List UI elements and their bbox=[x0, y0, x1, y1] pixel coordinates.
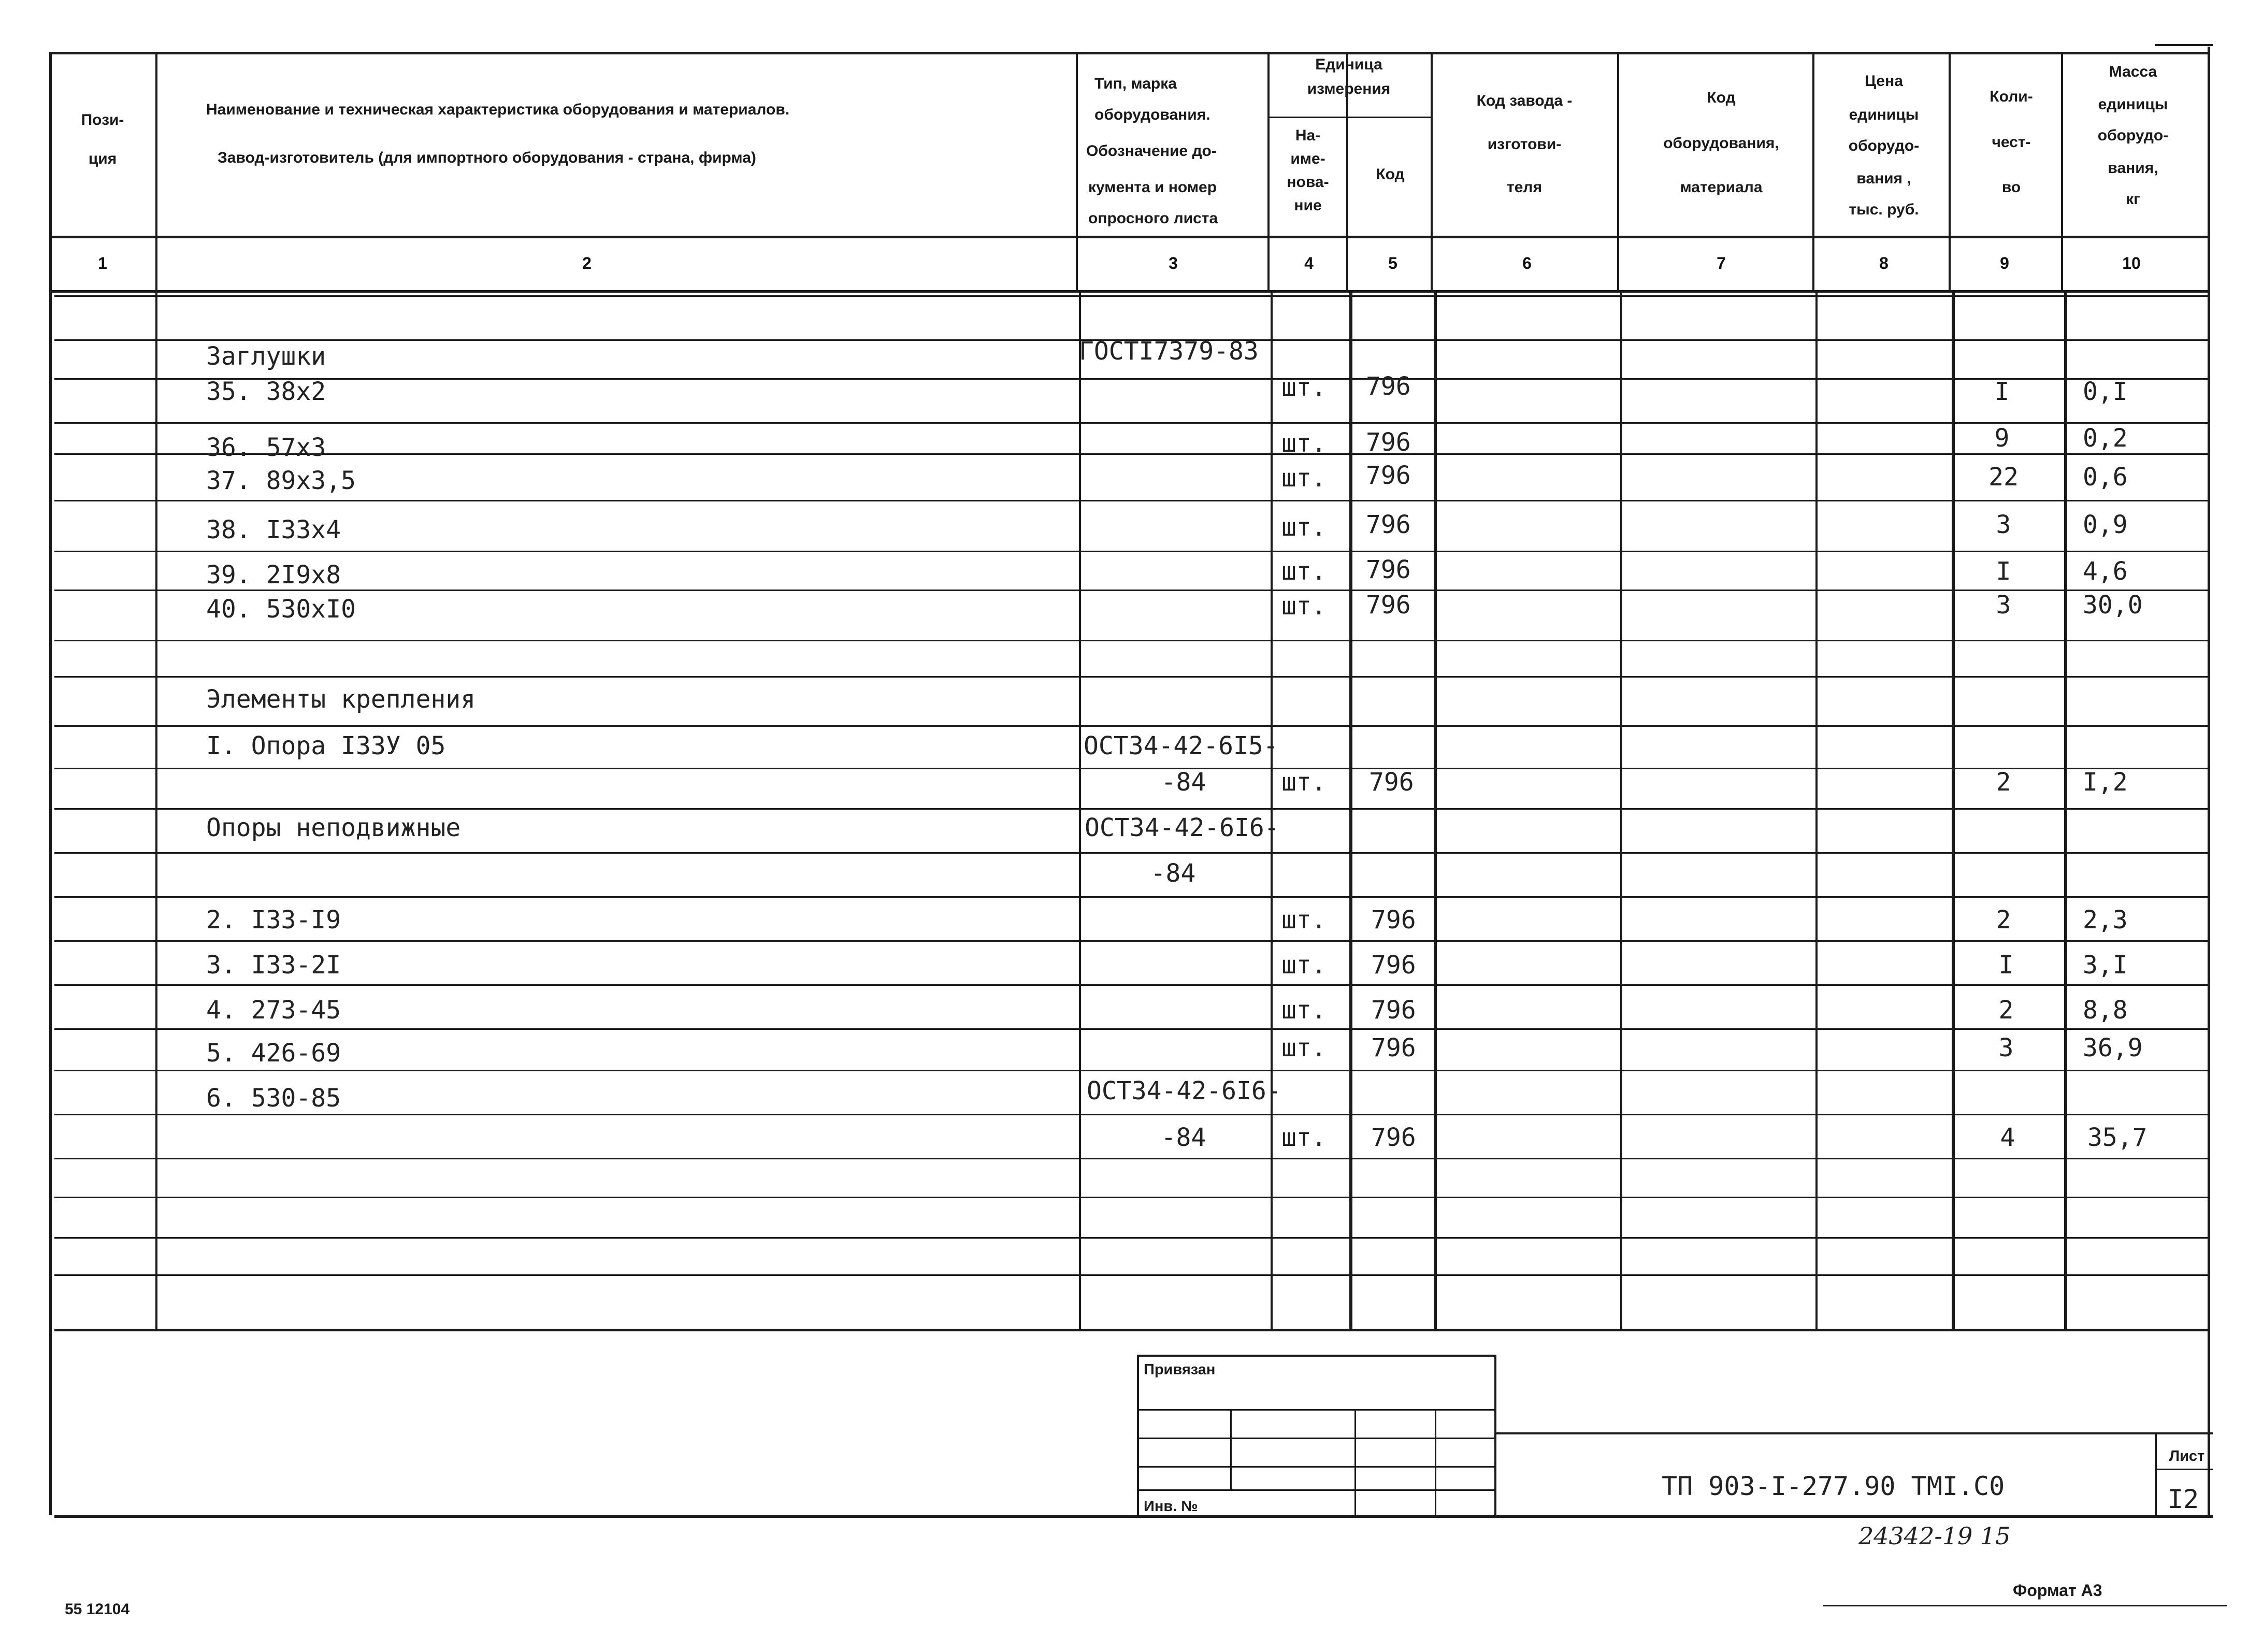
row-document: -84 bbox=[1161, 768, 1206, 797]
grid-line bbox=[1431, 52, 1433, 290]
grid-line bbox=[1137, 1409, 1494, 1411]
grid-line bbox=[54, 1114, 2208, 1115]
header-mass-line2: единицы bbox=[2098, 96, 2168, 113]
row-unit-code: 796 bbox=[1366, 591, 1411, 620]
grid-line bbox=[1137, 1466, 1494, 1468]
header-unit-name-line2: име- bbox=[1290, 150, 1325, 167]
grid-line bbox=[2061, 52, 2063, 290]
row-mass: 0,I bbox=[2083, 377, 2128, 406]
grid-line bbox=[1137, 1355, 1139, 1515]
grid-line bbox=[54, 453, 2208, 455]
row-mass: 35,7 bbox=[2087, 1123, 2147, 1152]
row-unit: шт. bbox=[1281, 1033, 1327, 1062]
row-name: 5. 426-69 bbox=[206, 1039, 341, 1068]
row-name: 37. 89x3,5 bbox=[206, 466, 356, 495]
header-factory-code-line2: изготови- bbox=[1487, 136, 1562, 153]
row-mass: 0,6 bbox=[2083, 463, 2128, 492]
grid-line bbox=[54, 1329, 2208, 1331]
grid-line bbox=[49, 236, 2208, 238]
header-price-line3: оборудо- bbox=[1848, 137, 1920, 154]
row-unit-code: 796 bbox=[1366, 372, 1411, 401]
row-name: 36. 57x3 bbox=[206, 433, 326, 462]
corner-code: 55 12104 bbox=[65, 1601, 130, 1618]
row-unit: шт. bbox=[1281, 996, 1327, 1025]
row-unit: шт. bbox=[1281, 557, 1327, 586]
row-unit-code: 796 bbox=[1371, 1123, 1416, 1152]
header-price-line5: тыс. руб. bbox=[1849, 201, 1919, 218]
header-type-line3: Обозначение до- bbox=[1086, 142, 1217, 160]
header-unit-line2: измерения bbox=[1307, 80, 1391, 97]
grid-line bbox=[54, 1197, 2208, 1198]
grid-line bbox=[1823, 1605, 2227, 1606]
row-name: 4. 273-45 bbox=[206, 996, 341, 1025]
grid-line bbox=[54, 1070, 2208, 1071]
header-quantity-line2: чест- bbox=[1992, 134, 2031, 151]
row-unit-code: 796 bbox=[1371, 906, 1416, 935]
row-quantity: 2 bbox=[1998, 996, 2014, 1025]
header-factory-code-line1: Код завода - bbox=[1476, 92, 1573, 109]
grid-line bbox=[2208, 47, 2210, 1515]
row-name: I. Опора I33У 05 bbox=[206, 731, 446, 760]
row-name: 3. I33-2I bbox=[206, 951, 341, 980]
grid-line bbox=[49, 290, 2208, 293]
format-label: Формат А3 bbox=[2013, 1581, 2102, 1600]
row-mass: 4,6 bbox=[2083, 557, 2128, 586]
row-document: ОСТ34-42-6I6- bbox=[1087, 1076, 1281, 1105]
row-mass: 0,2 bbox=[2083, 424, 2128, 453]
header-type-line2: оборудования. bbox=[1094, 106, 1210, 123]
row-mass: 2,3 bbox=[2083, 906, 2128, 935]
row-quantity: I bbox=[1996, 557, 2011, 586]
grid-line bbox=[2155, 1432, 2157, 1515]
grid-line bbox=[49, 52, 2208, 54]
document-designation: ТП 903-I-277.90 ТМI.С0 bbox=[1662, 1471, 2005, 1501]
grid-line bbox=[54, 1028, 2208, 1030]
grid-line bbox=[1494, 1432, 2213, 1434]
row-unit: шт. bbox=[1281, 464, 1327, 493]
row-quantity: 2 bbox=[1996, 768, 2011, 797]
row-document: -84 bbox=[1150, 859, 1196, 888]
row-quantity: I bbox=[1998, 951, 2014, 980]
row-mass: 8,8 bbox=[2083, 996, 2128, 1025]
grid-line bbox=[1137, 1438, 1494, 1439]
column-number-1: 1 bbox=[98, 254, 107, 272]
grid-line bbox=[54, 768, 2208, 769]
column-number-8: 8 bbox=[1879, 254, 1889, 272]
row-unit-code: 796 bbox=[1366, 428, 1411, 457]
row-quantity: 3 bbox=[1996, 591, 2011, 620]
row-mass: 36,9 bbox=[2083, 1033, 2143, 1062]
header-equipment-code-line2: оборудования, bbox=[1663, 135, 1779, 152]
row-quantity: 3 bbox=[1996, 510, 2011, 539]
header-name-line2: Завод-изготовитель (для импортного оборудования - страна, фирма) bbox=[218, 149, 756, 166]
row-mass: 0,9 bbox=[2083, 510, 2128, 539]
row-unit-code: 796 bbox=[1366, 510, 1411, 539]
row-name: 39. 2I9x8 bbox=[206, 561, 341, 590]
header-unit-name-line3: нова- bbox=[1287, 174, 1329, 191]
stamp-inventory-label: Инв. № bbox=[1144, 1498, 1198, 1515]
header-price-line4: вания , bbox=[1856, 170, 1911, 187]
row-quantity: 22 bbox=[1988, 463, 2019, 492]
row-mass: 30,0 bbox=[2083, 591, 2143, 620]
header-name-line1: Наименование и техническая характеристика оборудования и материалов. bbox=[206, 101, 790, 118]
column-number-9: 9 bbox=[2000, 254, 2009, 272]
grid-line bbox=[1137, 1489, 1494, 1491]
grid-line bbox=[54, 422, 2208, 424]
row-document: ГОСТI7379-83 bbox=[1079, 337, 1259, 366]
header-mass-line4: вания, bbox=[2108, 160, 2158, 177]
header-type-line1: Тип, марка bbox=[1094, 75, 1177, 92]
row-unit: шт. bbox=[1281, 513, 1327, 542]
row-quantity: I bbox=[1994, 377, 2010, 406]
column-number-3: 3 bbox=[1169, 254, 1178, 272]
header-position-line2: ция bbox=[88, 150, 117, 167]
row-name: 38. I33x4 bbox=[206, 515, 341, 544]
column-number-7: 7 bbox=[1717, 254, 1726, 272]
column-number-6: 6 bbox=[1522, 254, 1532, 272]
grid-line bbox=[54, 676, 2208, 678]
header-unit-line1: Единица bbox=[1315, 56, 1382, 73]
grid-line bbox=[54, 551, 2208, 552]
row-unit-code: 796 bbox=[1366, 461, 1411, 490]
grid-line bbox=[1949, 52, 1951, 290]
grid-line bbox=[1617, 52, 1619, 290]
row-name: 6. 530-85 bbox=[206, 1084, 341, 1113]
row-name: Заглушки bbox=[206, 342, 326, 371]
grid-line bbox=[54, 378, 2208, 380]
header-mass-line5: кг bbox=[2126, 191, 2140, 208]
row-name: 35. 38x2 bbox=[206, 377, 326, 406]
header-position-line1: Пози- bbox=[81, 111, 124, 128]
grid-line bbox=[1354, 1409, 1356, 1515]
handwritten-archive-number: 24342-19 15 bbox=[1858, 1522, 2011, 1550]
row-unit: шт. bbox=[1281, 373, 1327, 402]
header-quantity-line1: Коли- bbox=[1990, 88, 2033, 105]
sheet-number: I2 bbox=[2167, 1484, 2199, 1514]
row-mass: 3,I bbox=[2083, 951, 2128, 980]
grid-line bbox=[54, 940, 2208, 942]
header-equipment-code-line3: материала bbox=[1680, 179, 1763, 196]
grid-line bbox=[54, 725, 2208, 727]
column-number-2: 2 bbox=[582, 254, 592, 272]
header-unit-name-line4: ние bbox=[1294, 197, 1322, 214]
header-price-line2: единицы bbox=[1849, 106, 1919, 123]
header-unit-code: Код bbox=[1376, 166, 1405, 183]
row-name: 40. 530xI0 bbox=[206, 595, 356, 624]
header-unit-name-line1: На- bbox=[1295, 127, 1321, 144]
row-unit: шт. bbox=[1281, 429, 1327, 458]
grid-line bbox=[1267, 52, 1270, 290]
row-unit-code: 796 bbox=[1369, 768, 1414, 797]
row-mass: I,2 bbox=[2083, 768, 2128, 797]
row-unit: шт. bbox=[1281, 951, 1327, 980]
row-name: 2. I33-I9 bbox=[206, 906, 341, 935]
header-equipment-code-line1: Код bbox=[1707, 89, 1736, 106]
grid-line bbox=[1267, 117, 1431, 118]
header-mass-line3: оборудо- bbox=[2097, 127, 2169, 144]
grid-line bbox=[2155, 44, 2213, 46]
grid-line bbox=[54, 500, 2208, 501]
header-quantity-line3: во bbox=[2001, 179, 2021, 196]
grid-line bbox=[54, 295, 2208, 297]
grid-line bbox=[54, 1237, 2208, 1239]
row-unit: шт. bbox=[1281, 768, 1327, 797]
grid-line bbox=[1076, 52, 1078, 290]
row-document: ОСТ34-42-6I6- bbox=[1085, 813, 1279, 842]
grid-line bbox=[1435, 1409, 1436, 1515]
grid-line bbox=[54, 590, 2208, 591]
sheet-label: Лист bbox=[2169, 1448, 2205, 1464]
grid-line bbox=[1230, 1409, 1232, 1489]
row-unit-code: 796 bbox=[1366, 555, 1411, 584]
row-quantity: 3 bbox=[1998, 1033, 2014, 1062]
grid-line bbox=[1494, 1355, 1496, 1515]
column-number-5: 5 bbox=[1388, 254, 1397, 272]
row-name: Элементы крепления bbox=[206, 685, 476, 714]
row-document: -84 bbox=[1161, 1123, 1206, 1152]
row-name: Опоры неподвижные bbox=[206, 813, 461, 842]
grid-line bbox=[54, 852, 2208, 854]
row-quantity: 4 bbox=[2000, 1123, 2015, 1152]
column-number-4: 4 bbox=[1304, 254, 1314, 272]
header-price-line1: Цена bbox=[1865, 73, 1903, 90]
row-unit-code: 796 bbox=[1371, 1033, 1416, 1062]
row-document: ОСТ34-42-6I5- bbox=[1084, 731, 1278, 760]
stamp-attached-label: Привязан bbox=[1144, 1361, 1216, 1378]
row-quantity: 2 bbox=[1996, 906, 2011, 935]
grid-line bbox=[54, 896, 2208, 898]
row-unit-code: 796 bbox=[1371, 951, 1416, 980]
grid-line bbox=[54, 640, 2208, 641]
grid-line bbox=[1812, 52, 1814, 290]
grid-line bbox=[54, 1515, 2213, 1518]
row-unit-code: 796 bbox=[1371, 996, 1416, 1025]
row-unit: шт. bbox=[1281, 906, 1327, 935]
grid-line bbox=[54, 984, 2208, 986]
header-factory-code-line3: теля bbox=[1507, 179, 1542, 196]
grid-line bbox=[54, 1158, 2208, 1159]
row-unit: шт. bbox=[1281, 1123, 1327, 1152]
header-mass-line1: Масса bbox=[2109, 63, 2157, 80]
column-number-10: 10 bbox=[2122, 254, 2141, 272]
grid-line bbox=[54, 1274, 2208, 1276]
header-type-line4: кумента и номер bbox=[1088, 179, 1217, 196]
row-unit: шт. bbox=[1281, 592, 1327, 621]
grid-line bbox=[155, 52, 157, 290]
grid-line bbox=[49, 52, 52, 1515]
row-quantity: 9 bbox=[1994, 424, 2010, 453]
header-type-line5: опросного листа bbox=[1088, 210, 1218, 227]
grid-line bbox=[54, 808, 2208, 810]
grid-line bbox=[1137, 1355, 1494, 1357]
grid-line bbox=[2155, 1469, 2213, 1470]
